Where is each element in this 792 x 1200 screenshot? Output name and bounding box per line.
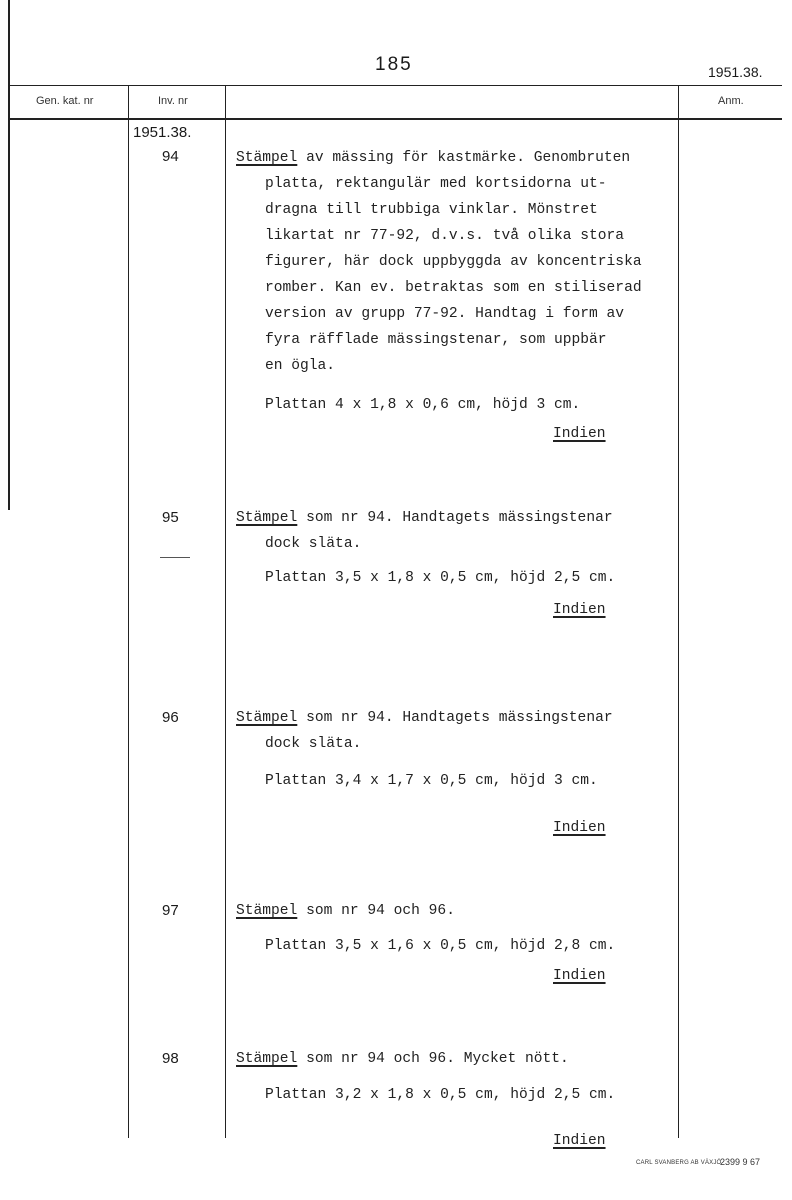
header-top-rule bbox=[10, 85, 782, 86]
entry-origin: Indien bbox=[553, 602, 606, 618]
column-header-inv-nr: Inv. nr bbox=[158, 95, 188, 107]
entry-label: Stämpel bbox=[236, 150, 298, 166]
entry-text: som nr 94 och 96. bbox=[297, 903, 455, 919]
entry-label: Stämpel bbox=[236, 1051, 298, 1067]
entry-measurements: Plattan 3,2 x 1,8 x 0,5 cm, höjd 2,5 cm. bbox=[265, 1087, 616, 1103]
inv-number: 96 bbox=[162, 709, 179, 726]
column-divider-3 bbox=[678, 86, 679, 1138]
inv-number: 97 bbox=[162, 902, 179, 919]
accession-label: 1951.38. bbox=[133, 124, 192, 141]
entry-label: Stämpel bbox=[236, 903, 298, 919]
entry-label: Stämpel bbox=[236, 710, 298, 726]
entry-line: dock släta. bbox=[265, 536, 362, 552]
entry-first-line bbox=[236, 898, 455, 924]
entry-text: som nr 94 och 96. Mycket nött. bbox=[297, 1051, 569, 1067]
column-header-gen-kat-nr: Gen. kat. nr bbox=[36, 95, 94, 107]
column-divider-1 bbox=[128, 86, 129, 1138]
entry-first-line bbox=[236, 505, 613, 531]
entry-measurements: Plattan 4 x 1,8 x 0,6 cm, höjd 3 cm. bbox=[265, 397, 581, 413]
column-divider-2 bbox=[225, 86, 226, 1138]
accession-number-top: 1951.38. bbox=[708, 64, 763, 80]
entry-origin: Indien bbox=[553, 1133, 606, 1149]
entry-measurements: Plattan 3,4 x 1,7 x 0,5 cm, höjd 3 cm. bbox=[265, 773, 598, 789]
inv-separator-dash bbox=[160, 557, 190, 558]
entry-origin: Indien bbox=[553, 968, 606, 984]
entry-line: romber. Kan ev. betraktas som en stiliserad bbox=[265, 280, 642, 296]
entry-line: likartat nr 77-92, d.v.s. två olika stora bbox=[265, 228, 625, 244]
entry-text: som nr 94. Handtagets mässingstenar bbox=[297, 510, 613, 526]
entry-measurements: Plattan 3,5 x 1,6 x 0,5 cm, höjd 2,8 cm. bbox=[265, 938, 616, 954]
column-header-anm: Anm. bbox=[718, 95, 744, 107]
header-bottom-rule bbox=[10, 118, 782, 120]
entry-line: dock släta. bbox=[265, 736, 362, 752]
inv-number: 98 bbox=[162, 1050, 179, 1067]
entry-text: som nr 94. Handtagets mässingstenar bbox=[297, 710, 613, 726]
entry-line: figurer, här dock uppbyggda av koncentriska bbox=[265, 254, 642, 270]
entry-line: fyra räfflade mässingstenar, som uppbär bbox=[265, 332, 607, 348]
entry-first-line bbox=[236, 1046, 569, 1072]
page-number: 185 bbox=[375, 54, 413, 75]
inv-number: 95 bbox=[162, 509, 179, 526]
margin-rule bbox=[8, 0, 10, 510]
entry-first-line bbox=[236, 145, 630, 171]
entry-label: Stämpel bbox=[236, 510, 298, 526]
entry-origin: Indien bbox=[553, 820, 606, 836]
entry-measurements: Plattan 3,5 x 1,8 x 0,5 cm, höjd 2,5 cm. bbox=[265, 570, 616, 586]
entry-origin: Indien bbox=[553, 426, 606, 442]
entry-first-line bbox=[236, 705, 613, 731]
entry-line: en ögla. bbox=[265, 358, 336, 374]
entry-line: dragna till trubbiga vinklar. Mönstret bbox=[265, 202, 598, 218]
printer-imprint: CARL SVANBERG AB VÄXJÖ bbox=[636, 1160, 722, 1166]
form-number: 2399 9 67 bbox=[720, 1157, 761, 1167]
inv-number: 94 bbox=[162, 148, 179, 165]
entry-line: version av grupp 77-92. Handtag i form av bbox=[265, 306, 625, 322]
entry-text: av mässing för kastmärke. Genombruten bbox=[297, 150, 631, 166]
entry-line: platta, rektangulär med kortsidorna ut- bbox=[265, 176, 607, 192]
